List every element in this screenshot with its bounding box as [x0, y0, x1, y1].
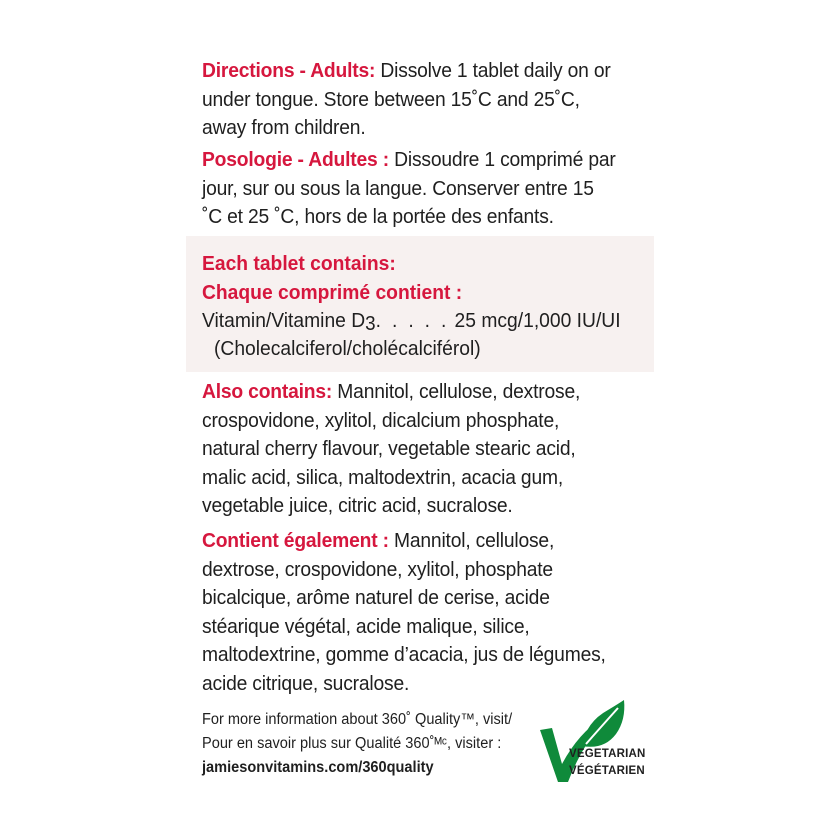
- ingredient-source: (Cholecalciferol/cholécalciférol): [214, 337, 481, 360]
- medicinal-heading-fr: Chaque comprimé contient :: [202, 281, 463, 304]
- directions-fr-text: Dissoudre 1 comprimé par jour, sur ou sous la langue. Conserver entre 15 ˚C et 25 ˚C, hors de la portée des enfants.: [202, 148, 616, 228]
- badge-label-en: VEGETARIAN: [569, 748, 646, 760]
- directions-fr-heading: Posologie - Adultes :: [202, 148, 389, 171]
- info-url[interactable]: jamiesonvitamins.com/360quality: [202, 759, 434, 776]
- non-medicinal-fr: [202, 527, 616, 698]
- ingredient-amount: 25 mcg/1,000 IU/UI: [454, 309, 621, 332]
- leader-dots: . . . . .: [375, 309, 450, 332]
- directions-en-heading: Directions - Adults:: [202, 59, 376, 82]
- directions-en-text: Dissolve 1 tablet daily on or under tongue. Store between 15˚C and 25˚C, away from children.: [202, 59, 611, 139]
- ingredient-name: Vitamin/Vitamine D: [202, 309, 366, 332]
- ingredient-line: [202, 307, 621, 336]
- badge-label-fr: VÉGÉTARIEN: [569, 765, 645, 777]
- non-medicinal-en-heading: Also contains:: [202, 380, 333, 403]
- non-medicinal-en: [202, 378, 616, 521]
- non-medicinal-fr-heading: Contient également :: [202, 529, 389, 552]
- directions-fr: [202, 146, 616, 232]
- non-medicinal-en-text: Mannitol, cellulose, dextrose, crospovidone, xylitol, dicalcium phosphate, natural cherry flavour, vegetable stearic acid, malic acid, silica, maltodextrin, acacia gum, vegetable juice, citric acid, sucralose.: [202, 380, 581, 517]
- info-line-fr: Pour en savoir plus sur Qualité 360˚ᴹᶜ, visiter :: [202, 735, 502, 752]
- non-medicinal-fr-text: Mannitol, cellulose, dextrose, crospovidone, xylitol, phosphate bicalcique, arôme naturel de cerise, acide stéarique végétal, acide malique, silice, maltodextrine, gomme d’acacia, jus de légumes, acide citrique, sucralose.: [202, 529, 606, 695]
- ingredient-subscript: 3: [365, 313, 376, 335]
- info-line-en: For more information about 360˚ Quality™, visit/: [202, 711, 513, 728]
- directions-en: [202, 57, 616, 143]
- medicinal-heading-en: Each tablet contains:: [202, 252, 396, 275]
